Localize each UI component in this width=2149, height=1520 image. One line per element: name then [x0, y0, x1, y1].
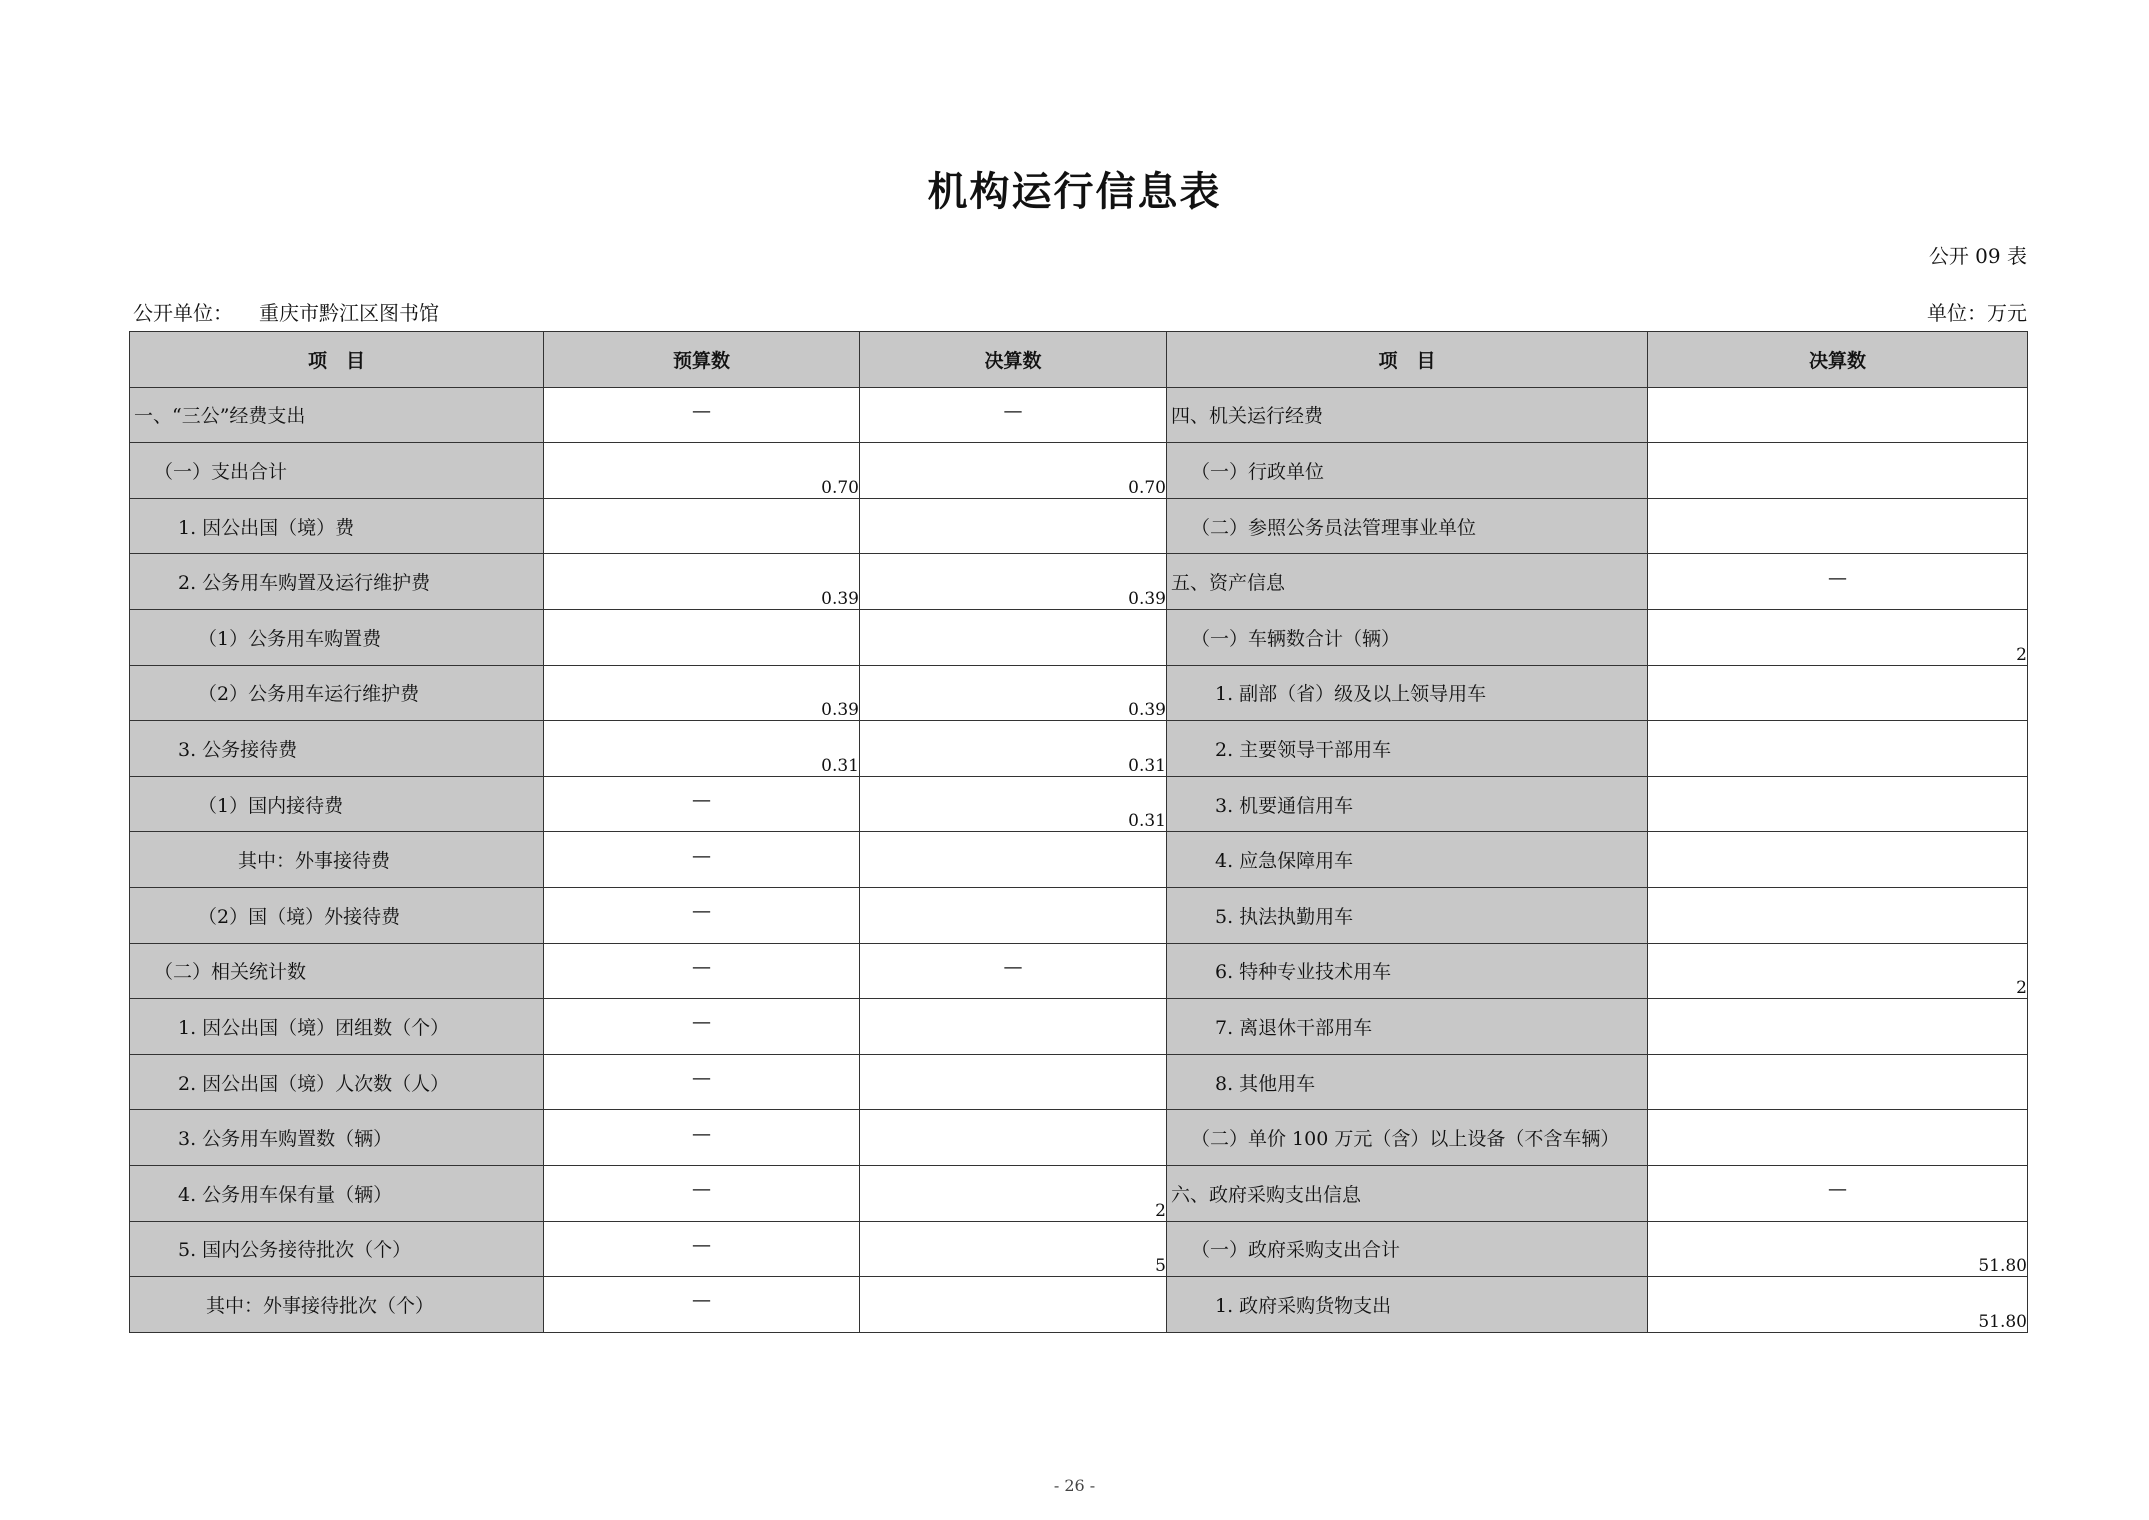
table-row — [130, 1165, 2028, 1221]
final-left-cell — [860, 1054, 1167, 1110]
final-right-cell — [1648, 776, 2028, 832]
header-item-right: 项 目 — [1167, 332, 1648, 388]
right-item-cell: 1. 政府采购货物支出 — [1167, 1277, 1648, 1333]
table-row — [130, 887, 2028, 943]
right-item-cell: 六、政府采购支出信息 — [1167, 1165, 1648, 1221]
dash-mark: — — [692, 1233, 711, 1256]
right-item-cell: （一）行政单位 — [1167, 443, 1648, 499]
page-number: - 26 - — [1053, 1476, 1096, 1495]
final-right-cell — [1648, 387, 2028, 443]
header-budget: 预算数 — [544, 332, 860, 388]
budget-cell: 0.39 — [544, 554, 860, 610]
budget-cell — [544, 387, 860, 443]
dash-mark: — — [692, 900, 711, 923]
reporting-unit-name: 重庆市黔江区图书馆 — [259, 301, 439, 325]
final-left-cell — [860, 387, 1167, 443]
final-left-cell: 5 — [860, 1221, 1167, 1277]
left-item-cell: （2）国（境）外接待费 — [130, 887, 544, 943]
table-row — [130, 1054, 2028, 1110]
table-row — [130, 443, 2028, 499]
final-left-cell: 0.31 — [860, 776, 1167, 832]
final-left-cell: 0.70 — [860, 443, 1167, 499]
budget-cell — [544, 999, 860, 1055]
table-row — [130, 387, 2028, 443]
dash-mark: — — [692, 1011, 711, 1034]
final-right-cell: 51.80 — [1648, 1277, 2028, 1333]
left-item-cell: 3. 公务用车购置数（辆） — [130, 1110, 544, 1166]
left-item-cell: （1）国内接待费 — [130, 776, 544, 832]
budget-cell: 0.70 — [544, 443, 860, 499]
table-row — [130, 999, 2028, 1055]
final-left-cell: 2 — [860, 1165, 1167, 1221]
right-item-cell: 五、资产信息 — [1167, 554, 1648, 610]
final-right-cell — [1648, 887, 2028, 943]
table-row — [130, 609, 2028, 665]
left-item-cell: 3. 公务接待费 — [130, 721, 544, 777]
final-right-cell — [1648, 1054, 2028, 1110]
table-row — [130, 1110, 2028, 1166]
final-left-cell — [860, 832, 1167, 888]
final-left-cell — [860, 1277, 1167, 1333]
left-item-cell: 1. 因公出国（境）费 — [130, 498, 544, 554]
left-item-cell: 1. 因公出国（境）团组数（个） — [130, 999, 544, 1055]
right-item-cell: 2. 主要领导干部用车 — [1167, 721, 1648, 777]
table-row — [130, 776, 2028, 832]
info-table — [129, 331, 2028, 1333]
dash-mark: — — [692, 955, 711, 978]
final-right-cell — [1648, 498, 2028, 554]
budget-cell — [544, 776, 860, 832]
final-right-cell — [1648, 443, 2028, 499]
budget-cell: 0.31 — [544, 721, 860, 777]
reporting-unit — [133, 297, 439, 326]
left-item-cell: 2. 因公出国（境）人次数（人） — [130, 1054, 544, 1110]
right-item-cell: 四、机关运行经费 — [1167, 387, 1648, 443]
table-row — [130, 721, 2028, 777]
table-row — [130, 554, 2028, 610]
left-item-cell: （1）公务用车购置费 — [130, 609, 544, 665]
final-left-cell — [860, 887, 1167, 943]
table-row — [130, 1221, 2028, 1277]
right-item-cell: 6. 特种专业技术用车 — [1167, 943, 1648, 999]
left-item-cell: 一、“三公”经费支出 — [130, 387, 544, 443]
budget-cell — [544, 832, 860, 888]
final-right-cell: 2 — [1648, 609, 2028, 665]
final-left-cell: 0.39 — [860, 554, 1167, 610]
left-item-cell: （一）支出合计 — [130, 443, 544, 499]
left-item-cell: 5. 国内公务接待批次（个） — [130, 1221, 544, 1277]
dash-mark: — — [692, 399, 711, 422]
right-item-cell: 5. 执法执勤用车 — [1167, 887, 1648, 943]
left-item-cell: 4. 公务用车保有量（辆） — [130, 1165, 544, 1221]
reporting-unit-label: 公开单位： — [133, 301, 233, 325]
dash-mark: — — [692, 1178, 711, 1201]
dash-mark: — — [1828, 566, 1847, 589]
final-right-cell — [1648, 1165, 2028, 1221]
final-left-cell: 0.31 — [860, 721, 1167, 777]
final-left-cell — [860, 609, 1167, 665]
final-right-cell — [1648, 554, 2028, 610]
header-item-left: 项 目 — [130, 332, 544, 388]
final-right-cell — [1648, 665, 2028, 721]
right-item-cell: （二）单价 100 万元（含）以上设备（不含车辆） — [1167, 1110, 1648, 1166]
left-item-cell: 2. 公务用车购置及运行维护费 — [130, 554, 544, 610]
right-item-cell: （二）参照公务员法管理事业单位 — [1167, 498, 1648, 554]
final-right-cell — [1648, 832, 2028, 888]
dash-mark: — — [692, 1067, 711, 1090]
final-left-cell — [860, 1110, 1167, 1166]
dash-mark: — — [692, 1289, 711, 1312]
right-item-cell: 8. 其他用车 — [1167, 1054, 1648, 1110]
table-row — [130, 665, 2028, 721]
table-row — [130, 498, 2028, 554]
dash-mark: — — [1828, 1178, 1847, 1201]
left-item-cell: （2）公务用车运行维护费 — [130, 665, 544, 721]
right-item-cell: 3. 机要通信用车 — [1167, 776, 1648, 832]
final-right-cell — [1648, 999, 2028, 1055]
right-item-cell: 1. 副部（省）级及以上领导用车 — [1167, 665, 1648, 721]
left-item-cell: （二）相关统计数 — [130, 943, 544, 999]
budget-cell — [544, 887, 860, 943]
budget-cell — [544, 609, 860, 665]
header-final-left: 决算数 — [860, 332, 1167, 388]
budget-cell — [544, 1165, 860, 1221]
budget-cell — [544, 498, 860, 554]
budget-cell — [544, 1277, 860, 1333]
dash-mark: — — [692, 844, 711, 867]
left-item-cell: 其中：外事接待费 — [130, 832, 544, 888]
table-row — [130, 943, 2028, 999]
dash-mark: — — [692, 1122, 711, 1145]
table-row — [130, 832, 2028, 888]
budget-cell — [544, 1110, 860, 1166]
final-left-cell — [860, 498, 1167, 554]
dash-mark: — — [1003, 955, 1023, 978]
right-item-cell: （一）政府采购支出合计 — [1167, 1221, 1648, 1277]
header-final-right: 决算数 — [1648, 332, 2028, 388]
final-left-cell — [860, 943, 1167, 999]
right-item-cell: （一）车辆数合计（辆） — [1167, 609, 1648, 665]
dash-mark: — — [692, 789, 711, 812]
table-row — [130, 1277, 2028, 1333]
budget-cell: 0.39 — [544, 665, 860, 721]
left-item-cell: 其中：外事接待批次（个） — [130, 1277, 544, 1333]
right-item-cell: 7. 离退休干部用车 — [1167, 999, 1648, 1055]
dash-mark: — — [1003, 399, 1023, 422]
final-left-cell — [860, 999, 1167, 1055]
final-right-cell — [1648, 1110, 2028, 1166]
final-left-cell: 0.39 — [860, 665, 1167, 721]
page-title: 机构运行信息表 — [927, 169, 1222, 215]
right-item-cell: 4. 应急保障用车 — [1167, 832, 1648, 888]
currency-unit: 单位：万元 — [1927, 301, 2027, 325]
final-right-cell: 2 — [1648, 943, 2028, 999]
budget-cell — [544, 1221, 860, 1277]
table-header-row — [130, 332, 2028, 388]
final-right-cell — [1648, 721, 2028, 777]
budget-cell — [544, 1054, 860, 1110]
final-right-cell: 51.80 — [1648, 1221, 2028, 1277]
budget-cell — [544, 943, 860, 999]
table-number: 公开 09 表 — [1928, 244, 2027, 268]
